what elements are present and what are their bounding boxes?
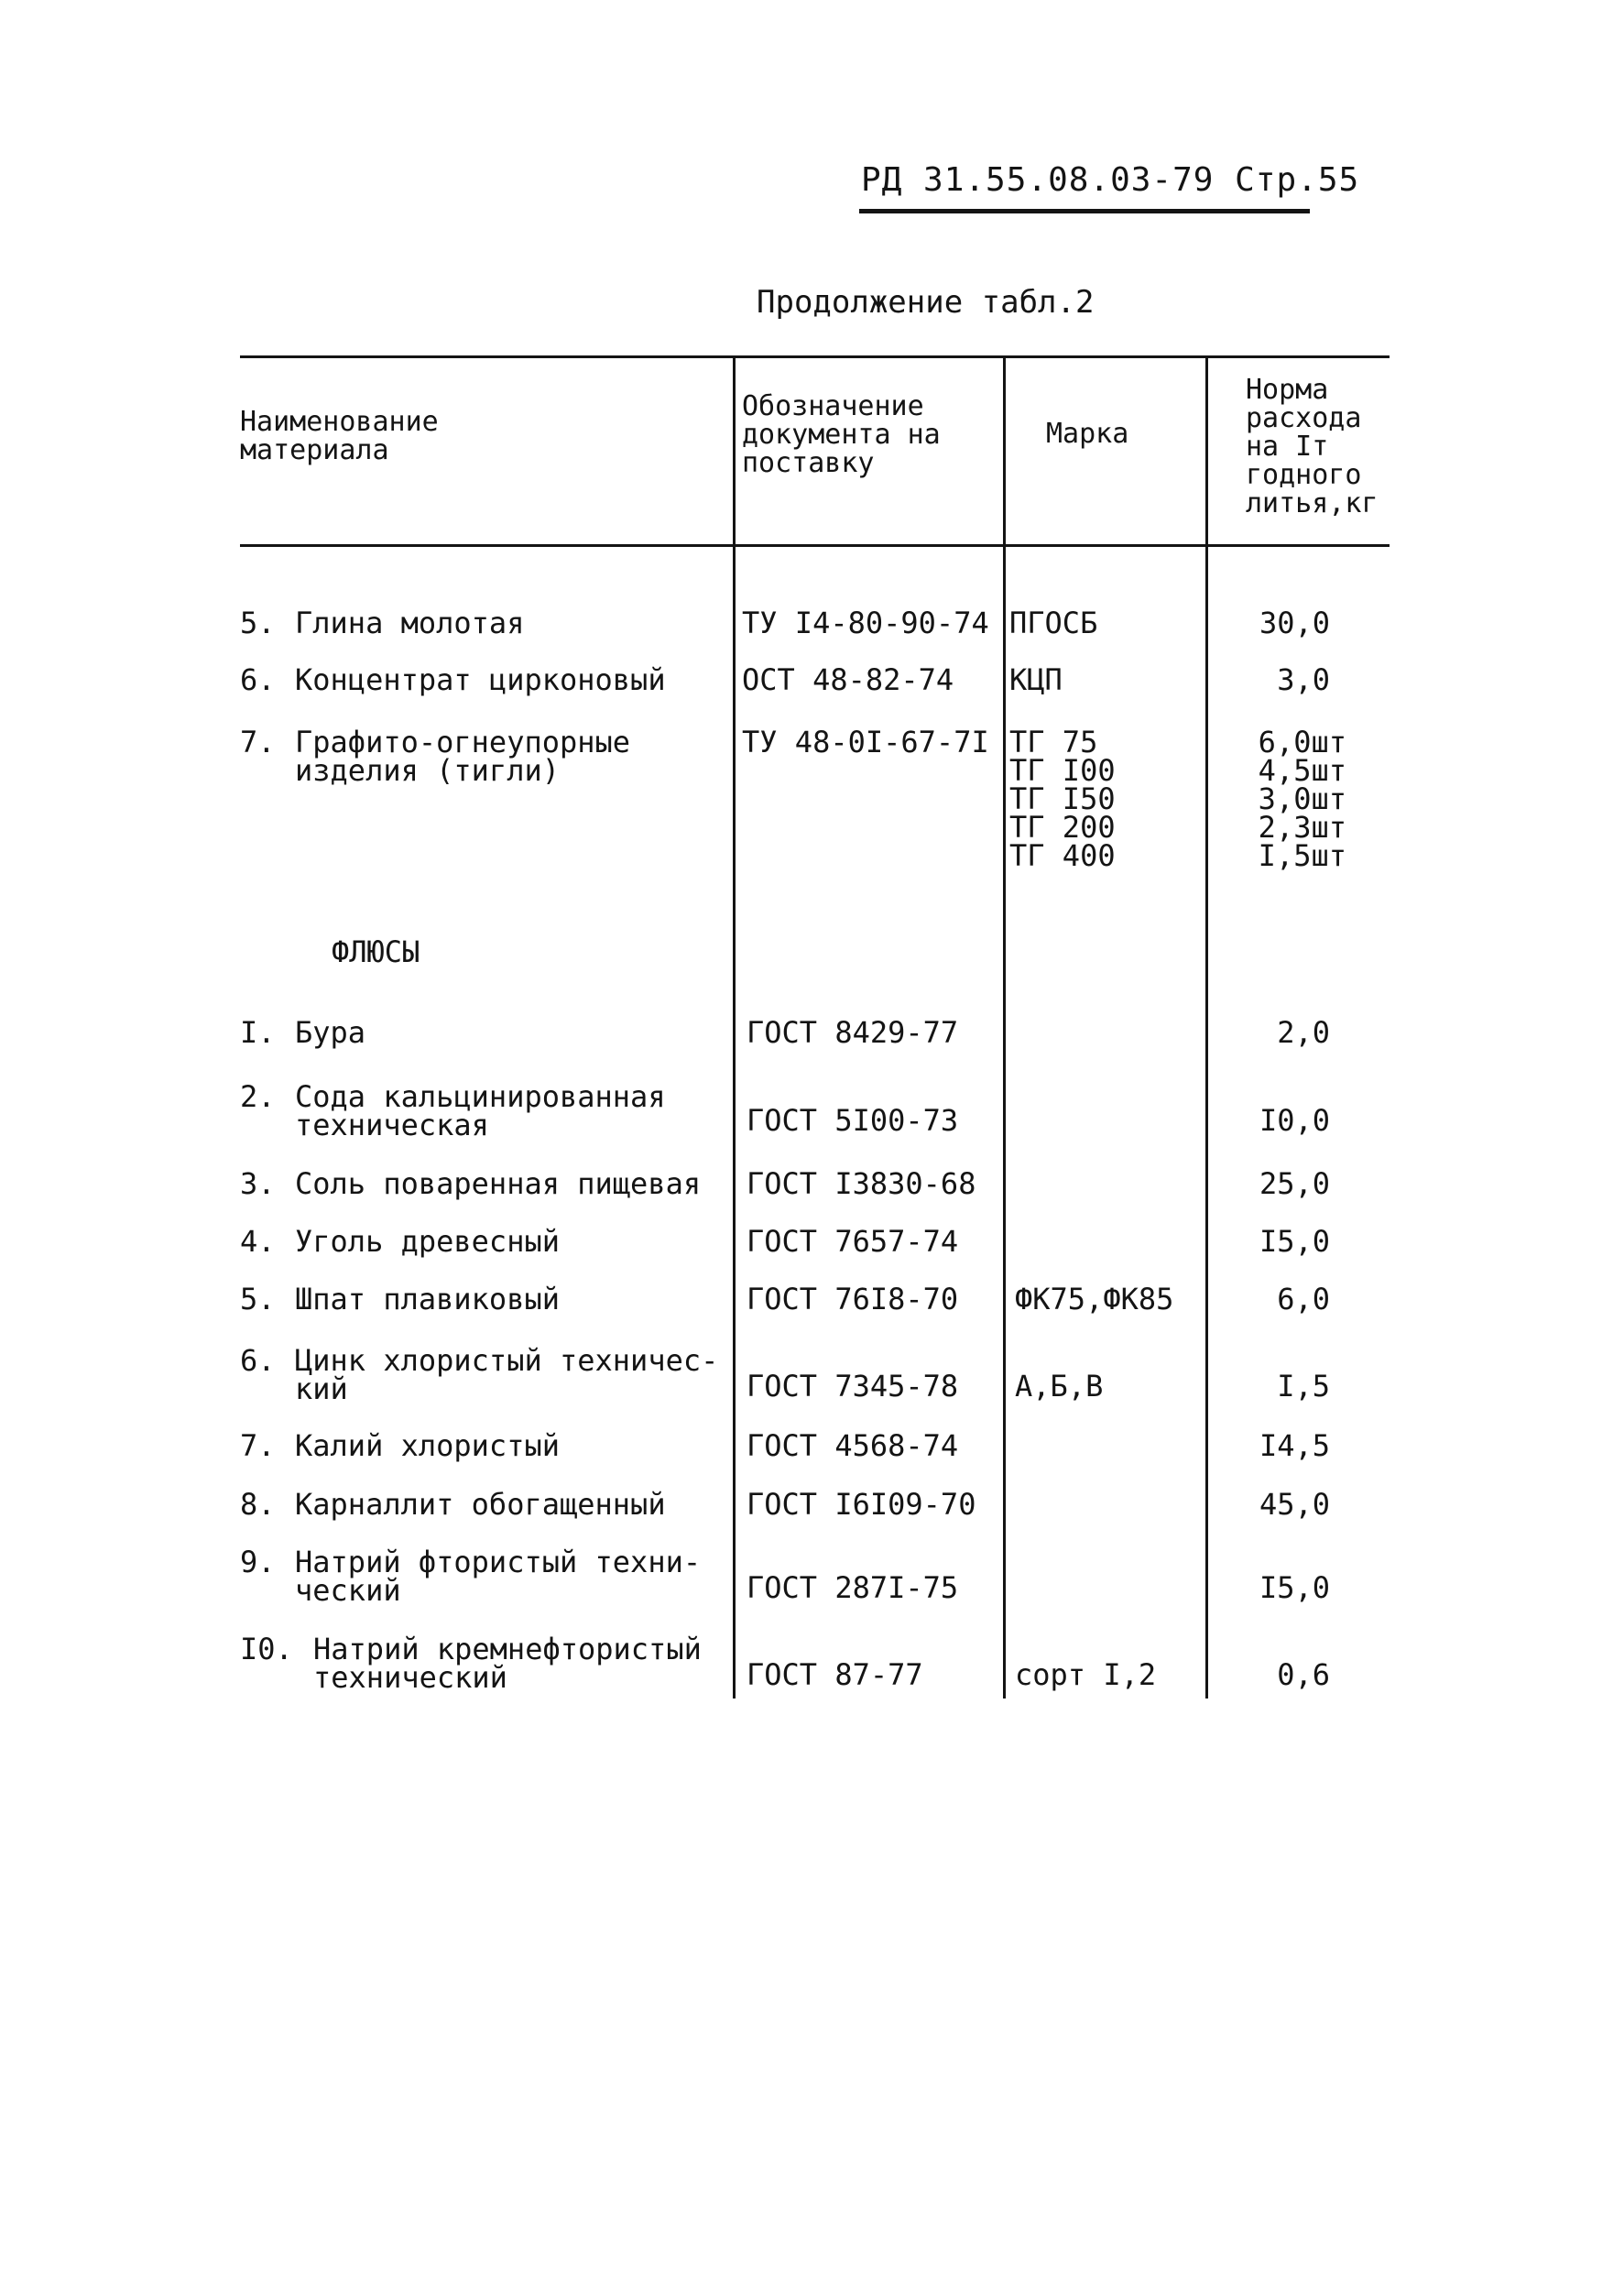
table-top-rule bbox=[240, 355, 1390, 358]
material-name: Цинк хлористый техничес- кий bbox=[295, 1343, 719, 1406]
table-caption: Продолжение табл.2 bbox=[757, 284, 1095, 321]
document-reference: РД 31.55.08.03-79 Стр.55 bbox=[861, 161, 1360, 199]
column-header-document: Обозначение документа на поставку bbox=[742, 390, 941, 479]
table-header-rule bbox=[240, 544, 1390, 547]
row-number: 5. bbox=[240, 1282, 276, 1316]
column-header-mark: Марка bbox=[1046, 418, 1129, 450]
material-name: Шпат плавиковый bbox=[295, 1282, 560, 1316]
row-number: 6. bbox=[240, 1343, 276, 1378]
consumption-norm: 25,0 bbox=[1259, 1166, 1330, 1201]
row-number: 5. bbox=[240, 606, 276, 640]
document-designation: ТУ 48-0I-67-7I bbox=[742, 725, 989, 759]
row-number: 4. bbox=[240, 1224, 276, 1259]
consumption-norm: I5,0 bbox=[1259, 1570, 1330, 1605]
consumption-norm: I0,0 bbox=[1259, 1103, 1330, 1138]
consumption-norm: I4,5 bbox=[1259, 1428, 1330, 1463]
row-number: 9. bbox=[240, 1545, 276, 1579]
consumption-norm: 3,0 bbox=[1277, 662, 1330, 697]
consumption-norm: 0,6 bbox=[1277, 1657, 1330, 1692]
column-header-norm: Норма расхода на Iт годного литья,кг bbox=[1246, 374, 1379, 519]
mark: ПГОСБ bbox=[1009, 606, 1098, 640]
material-name: Калий хлористый bbox=[295, 1428, 560, 1463]
document-designation: ГОСТ 87-77 bbox=[747, 1657, 923, 1692]
row-number: 7. bbox=[240, 1428, 276, 1463]
consumption-norm: 2,0 bbox=[1277, 1015, 1330, 1050]
material-name: Графито-огнеупорные изделия (тигли) bbox=[295, 725, 631, 788]
row-number: 3. bbox=[240, 1166, 276, 1201]
mark: сорт I,2 bbox=[1015, 1657, 1157, 1692]
material-name: Соль поваренная пищевая bbox=[295, 1166, 702, 1201]
column-header-name: Наименование материала bbox=[240, 406, 439, 466]
document-designation: ТУ I4-80-90-74 bbox=[742, 606, 989, 640]
material-name: Глина молотая bbox=[295, 606, 525, 640]
document-designation: ОСТ 48-82-74 bbox=[742, 662, 954, 697]
document-designation: ГОСТ I6I09-70 bbox=[747, 1487, 976, 1522]
document-designation: ГОСТ 76I8-70 bbox=[747, 1282, 959, 1316]
document-designation: ГОСТ I3830-68 bbox=[747, 1166, 976, 1201]
mark: А,Б,В bbox=[1015, 1369, 1104, 1404]
document-designation: ГОСТ 5I00-73 bbox=[747, 1103, 959, 1138]
row-number: 7. bbox=[240, 725, 276, 759]
material-name: Уголь древесный bbox=[295, 1224, 560, 1259]
mark: КЦП bbox=[1009, 662, 1063, 697]
material-name: Концентрат цирконовый bbox=[295, 662, 666, 697]
consumption-norm: I,5 bbox=[1277, 1369, 1330, 1404]
mark: ФК75,ФК85 bbox=[1015, 1282, 1174, 1316]
document-designation: ГОСТ 7657-74 bbox=[747, 1224, 959, 1259]
row-number: 2. bbox=[240, 1079, 276, 1114]
consumption-norm: 45,0 bbox=[1259, 1487, 1330, 1522]
column-divider-1 bbox=[733, 355, 736, 1699]
consumption-norm: 6,0шт 4,5шт 3,0шт 2,3шт I,5шт bbox=[1258, 725, 1346, 873]
header-underline bbox=[859, 209, 1310, 213]
column-divider-3 bbox=[1205, 355, 1208, 1699]
material-name: Сода кальцинированная техническая bbox=[295, 1079, 666, 1142]
row-number: I. bbox=[240, 1015, 276, 1050]
material-name: Бура bbox=[295, 1015, 366, 1050]
row-number: I0. bbox=[240, 1632, 293, 1666]
document-designation: ГОСТ 287I-75 bbox=[747, 1570, 959, 1605]
document-designation: ГОСТ 8429-77 bbox=[747, 1015, 959, 1050]
consumption-norm: 30,0 bbox=[1259, 606, 1330, 640]
section-title: ФЛЮСЫ bbox=[332, 934, 420, 969]
material-name: Карналлит обогащенный bbox=[295, 1487, 666, 1522]
row-number: 6. bbox=[240, 662, 276, 697]
consumption-norm: I5,0 bbox=[1259, 1224, 1330, 1259]
consumption-norm: 6,0 bbox=[1277, 1282, 1330, 1316]
document-designation: ГОСТ 4568-74 bbox=[747, 1428, 959, 1463]
row-number: 8. bbox=[240, 1487, 276, 1522]
document-designation: ГОСТ 7345-78 bbox=[747, 1369, 959, 1404]
column-divider-2 bbox=[1003, 355, 1006, 1699]
mark: ТГ 75 ТГ I00 ТГ I50 ТГ 200 ТГ 400 bbox=[1009, 725, 1116, 873]
material-name: Натрий фтористый техни- ческий bbox=[295, 1545, 702, 1608]
material-name: Натрий кремнефтористый технический bbox=[313, 1632, 702, 1695]
